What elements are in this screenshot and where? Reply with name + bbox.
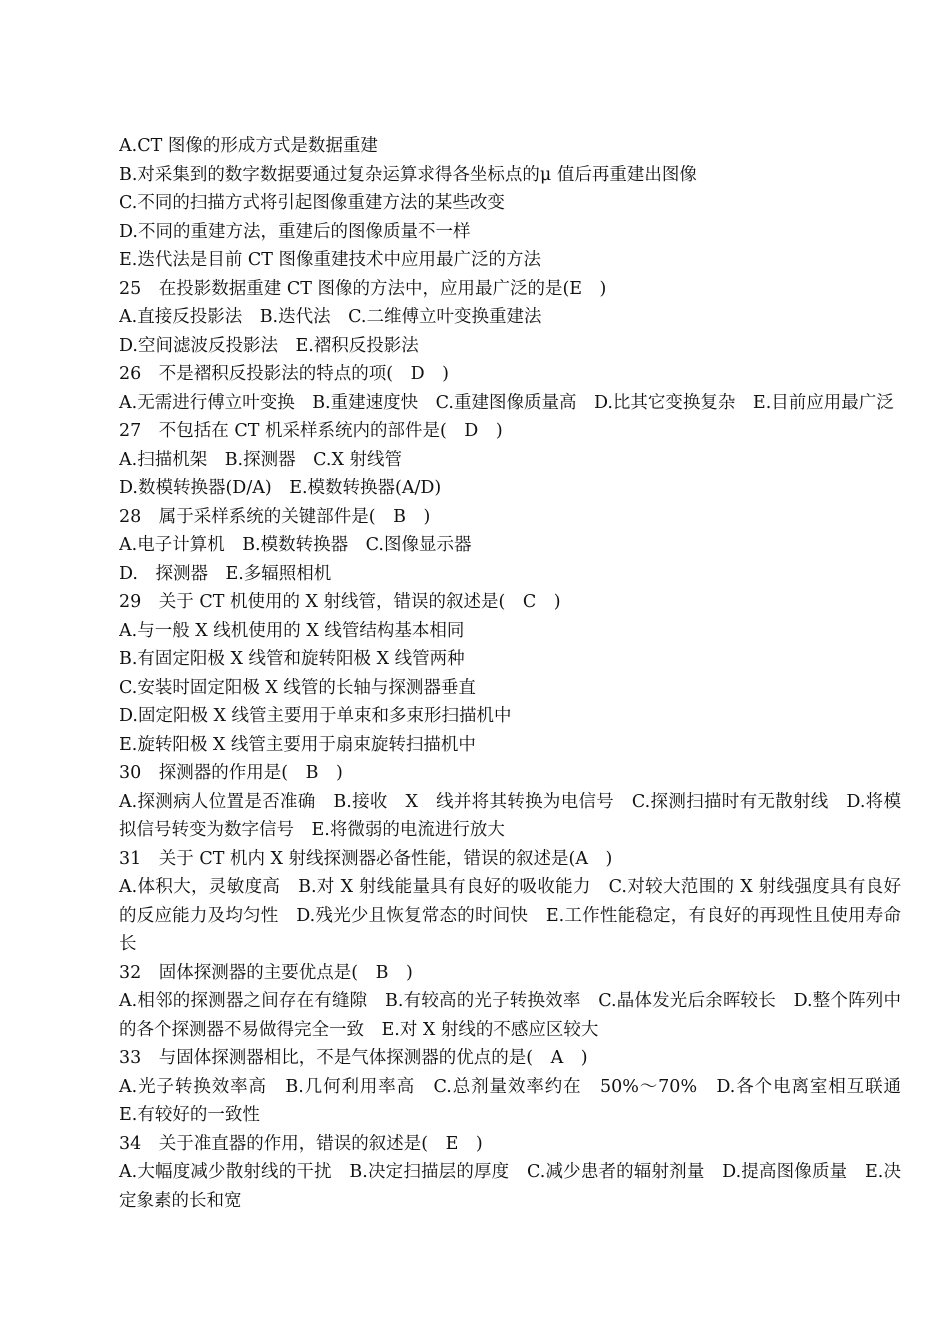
option-paragraph: A.无需进行傅立叶变换 B.重建速度快 C.重建图像质量高 D.比其它变换复杂 E.目前应用最广泛: [119, 392, 894, 413]
document-body: [119, 132, 919, 1215]
option-line: D.固定阳极 X 线管主要用于单束和多束形扫描机中: [119, 706, 512, 726]
question-31: 31 关于 CT 机内 X 射线探测器必备性能，错误的叙述是(A ): [119, 848, 613, 869]
option-paragraph: A.相邻的探测器之间存在有缝隙 B.有较高的光子转换效率 C.晶体发光后余晖较长 D.整个阵列中的各个探测器不易做得完全一致 E.对 X 射线的不感应区较大: [119, 991, 901, 1040]
option-line: A.扫描机架 B.探测器 C.X 射线管: [119, 449, 402, 470]
question-30: 30 探测器的作用是( B ): [119, 763, 343, 783]
option-line: E.迭代法是目前 CT 图像重建技术中应用最广泛的方法: [119, 250, 542, 270]
option-line: D.数模转换器(D/A) E.模数转换器(A/D): [119, 478, 442, 498]
option-paragraph: A.光子转换效率高 B.几何利用率高 C.总剂量效率约在 50%～70% D.各个电离室相互联通 E.有较好的一致性: [119, 1076, 919, 1125]
question-25: 25 在投影数据重建 CT 图像的方法中，应用最广泛的是(E ): [119, 278, 607, 299]
question-26: 26 不是褶积反投影法的特点的项( D ): [119, 364, 449, 384]
question-33: 33 与固体探测器相比，不是气体探测器的优点的是( A ): [119, 1048, 588, 1068]
option-line: D.空间滤波反投影法 E.褶积反投影法: [119, 335, 419, 356]
option-paragraph: A.探测病人位置是否准确 B.接收 X 线并将其转换为电信号 C.探测扫描时有无散射线 D.将模拟信号转变为数字信号 E.将微弱的电流进行放大: [119, 791, 901, 840]
question-29: 29 关于 CT 机使用的 X 射线管，错误的叙述是( C ): [119, 592, 561, 612]
question-34: 34 关于准直器的作用，错误的叙述是( E ): [119, 1133, 483, 1154]
option-line: A.电子计算机 B.模数转换器 C.图像显示器: [119, 535, 472, 555]
question-32: 32 固体探测器的主要优点是( B ): [119, 962, 413, 983]
option-line: A.直接反投影法 B.迭代法 C.二维傅立叶变换重建法: [119, 307, 542, 327]
option-paragraph: A.体积大，灵敏度高 B.对 X 射线能量具有良好的吸收能力 C.对较大范围的 X 射线强度具有良好的反应能力及均匀性 D.残光少且恢复常态的时间快 E.工作性能稳定，有良好的再现性且使用寿命长: [119, 877, 901, 954]
option-line: C.安装时固定阳极 X 线管的长轴与探测器垂直: [119, 677, 476, 698]
option-line: A.CT 图像的形成方式是数据重建: [119, 136, 378, 156]
option-line: B.对采集到的数字数据要通过复杂运算求得各坐标点的μ 值后再重建出图像: [119, 164, 697, 185]
option-line: D. 探测器 E.多辐照相机: [119, 563, 332, 584]
question-28: 28 属于采样系统的关键部件是( B ): [119, 506, 431, 527]
option-line: E.旋转阳极 X 线管主要用于扇束旋转扫描机中: [119, 734, 476, 755]
option-line: C.不同的扫描方式将引起图像重建方法的某些改变: [119, 193, 505, 213]
question-27: 27 不包括在 CT 机采样系统内的部件是( D ): [119, 421, 503, 441]
option-paragraph: A.大幅度减少散射线的干扰 B.决定扫描层的厚度 C.减少患者的辐射剂量 D.提高图像质量 E.决定象素的长和宽: [119, 1162, 901, 1211]
option-line: A.与一般 X 线机使用的 X 线管结构基本相同: [119, 620, 465, 641]
option-line: B.有固定阳极 X 线管和旋转阳极 X 线管两种: [119, 649, 465, 669]
option-line: D.不同的重建方法，重建后的图像质量不一样: [119, 221, 471, 242]
